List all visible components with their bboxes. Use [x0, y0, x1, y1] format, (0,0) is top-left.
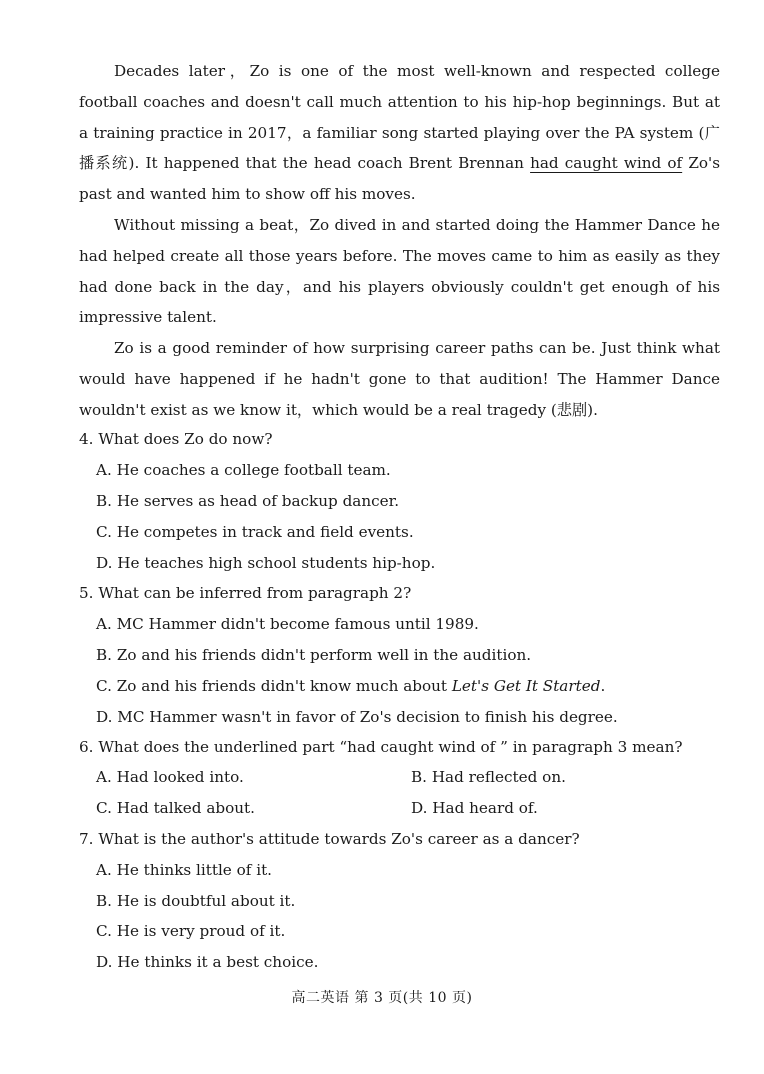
option-c-text: C. Zo and his friends didn't know much about — [96, 677, 452, 695]
question-5-option-b[interactable]: B. Zo and his friends didn't perform well in the audition. — [96, 646, 532, 664]
passage-paragraph-1 — [79, 56, 720, 210]
question-4-option-c[interactable]: C. He competes in track and field events. — [96, 523, 414, 541]
question-7-option-b[interactable]: B. He is doubtful about it. — [96, 892, 296, 910]
question-4-option-d[interactable]: D. He teaches high school students hip-hop. — [96, 554, 436, 572]
question-7-option-c[interactable]: C. He is very proud of it. — [96, 922, 286, 940]
paragraph-1-text-start: Decades later，Zo is one of the most well-known and respected college football coaches and doesn't call much attention to his hip-hop beginnings. But at a training practice in 2017，a familiar song started playing over the PA system (广播系统). It happened that the head coach Brent Brennan — [79, 62, 720, 173]
question-6-option-c[interactable]: C. Had talked about. — [96, 799, 255, 817]
song-title: Let's Get It Started — [451, 677, 601, 695]
underlined-phrase: had caught wind of — [530, 154, 683, 173]
question-6-stem: 6. What does the underlined part “had caught wind of ” in paragraph 3 mean? — [79, 738, 683, 756]
question-7-stem: 7. What is the author's attitude towards Zo's career as a dancer? — [79, 830, 580, 848]
question-5-option-c[interactable] — [96, 676, 605, 696]
question-5-option-a[interactable]: A. MC Hammer didn't become famous until 1989. — [96, 615, 479, 633]
question-7-option-d[interactable]: D. He thinks it a best choice. — [96, 953, 319, 971]
question-4-option-a[interactable]: A. He coaches a college football team. — [96, 461, 391, 479]
question-7-option-a[interactable]: A. He thinks little of it. — [96, 861, 273, 879]
question-6-option-b[interactable]: B. Had reflected on. — [411, 768, 566, 786]
paragraph-1-text-end: Zo's past and wanted him to show off his moves. — [79, 154, 720, 204]
page-footer: 高二英语 第 3 页(共 10 页) — [291, 990, 473, 1006]
question-4-option-b[interactable]: B. He serves as head of backup dancer. — [96, 492, 400, 510]
passage-paragraph-3: Zo is a good reminder of how surprising career paths can be. Just think what would have happened if he hadn't gone to that audition! The Hammer Dance wouldn't exist as we know it，which would be a real tragedy (悲剧). — [79, 339, 720, 419]
question-6-option-d[interactable]: D. Had heard of. — [411, 799, 538, 817]
passage-paragraph-2: Without missing a beat，Zo dived in and started doing the Hammer Dance he had helped create all those years before. The moves came to him as easily as they had done back in the day，and his players obviously couldn't get enough of his impressive talent. — [79, 216, 720, 327]
question-4-stem: 4. What does Zo do now? — [79, 430, 273, 448]
option-c-period: . — [600, 677, 606, 695]
question-5-option-d[interactable]: D. MC Hammer wasn't in favor of Zo's decision to finish his degree. — [96, 708, 618, 726]
question-5-stem: 5. What can be inferred from paragraph 2? — [79, 584, 412, 602]
question-6-option-a[interactable]: A. Had looked into. — [96, 768, 244, 786]
